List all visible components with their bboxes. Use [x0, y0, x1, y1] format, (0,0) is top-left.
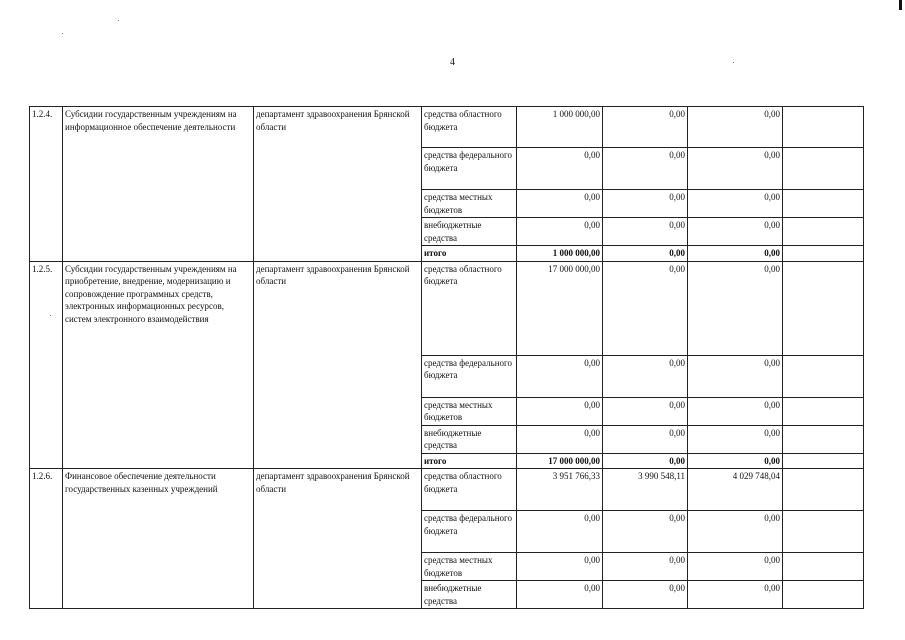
empty-cell: [783, 397, 864, 425]
amount-year3: 0,00: [688, 581, 783, 609]
amount-year3: 0,00: [688, 511, 783, 553]
amount-year1: 0,00: [517, 218, 603, 246]
source-regional: средства областного бюджета: [422, 261, 517, 355]
empty-cell: [783, 261, 864, 355]
amount-year1: 0,00: [517, 355, 603, 397]
amount-year1: 0,00: [517, 553, 603, 581]
item-code: 1.2.5.: [30, 261, 63, 469]
amount-year2: 0,00: [603, 190, 688, 218]
item-executor: департамент здравоохранения Брянской области: [254, 261, 422, 469]
total-year2: 0,00: [603, 453, 688, 469]
amount-year3: 0,00: [688, 425, 783, 453]
budget-table: [29, 106, 864, 609]
amount-year2: 0,00: [603, 148, 688, 190]
amount-year3: 0,00: [688, 107, 783, 148]
total-year1: 1 000 000,00: [517, 246, 603, 262]
item-name: Субсидии государственным учреждениям на информационное обеспечение деятельности: [63, 107, 254, 262]
amount-year3: 0,00: [688, 261, 783, 355]
table-row: [30, 107, 864, 148]
empty-cell: [783, 148, 864, 190]
item-executor: департамент здравоохранения Брянской области: [254, 107, 422, 262]
amount-year1: 17 000 000,00: [517, 261, 603, 355]
source-federal: средства федерального бюджета: [422, 355, 517, 397]
page-number: 4: [450, 57, 455, 68]
source-total: итого: [422, 453, 517, 469]
amount-year1: 0,00: [517, 425, 603, 453]
source-regional: средства областного бюджета: [422, 469, 517, 511]
source-regional: средства областного бюджета: [422, 107, 517, 148]
empty-cell: [783, 453, 864, 469]
amount-year3: 4 029 748,04: [688, 469, 783, 511]
amount-year3: 0,00: [688, 148, 783, 190]
total-year2: 0,00: [603, 246, 688, 262]
source-federal: средства федерального бюджета: [422, 511, 517, 553]
source-offbudget: внебюджетные средства: [422, 218, 517, 246]
amount-year1: 0,00: [517, 511, 603, 553]
empty-cell: [783, 553, 864, 581]
total-year1: 17 000 000,00: [517, 453, 603, 469]
amount-year1: 0,00: [517, 148, 603, 190]
amount-year2: 0,00: [603, 261, 688, 355]
table-row: [30, 469, 864, 511]
item-name: Финансовое обеспечение деятельности государственных казенных учреждений: [63, 469, 254, 609]
amount-year2: 0,00: [603, 511, 688, 553]
amount-year2: 0,00: [603, 425, 688, 453]
empty-cell: [783, 246, 864, 262]
amount-year3: 0,00: [688, 553, 783, 581]
amount-year3: 0,00: [688, 397, 783, 425]
amount-year2: 3 990 548,11: [603, 469, 688, 511]
amount-year1: 0,00: [517, 190, 603, 218]
amount-year3: 0,00: [688, 190, 783, 218]
amount-year1: 0,00: [517, 397, 603, 425]
amount-year1: 3 951 766,33: [517, 469, 603, 511]
empty-cell: [783, 581, 864, 609]
item-code: 1.2.6.: [30, 469, 63, 609]
amount-year1: 1 000 000,00: [517, 107, 603, 148]
amount-year2: 0,00: [603, 397, 688, 425]
item-name: Субсидии государственным учреждениям на приобретение, внедрение, модернизацию и сопровождение программных средств, электронных информационных ресурсов, систем электронного взаимодействия: [63, 261, 254, 469]
source-local: средства местных бюджетов: [422, 190, 517, 218]
item-code: 1.2.4.: [30, 107, 63, 262]
source-local: средства местных бюджетов: [422, 553, 517, 581]
scan-edge-mark: [899, 0, 902, 10]
total-year3: 0,00: [688, 246, 783, 262]
item-executor: департамент здравоохранения Брянской области: [254, 469, 422, 609]
source-offbudget: внебюджетные средства: [422, 425, 517, 453]
amount-year1: 0,00: [517, 581, 603, 609]
amount-year2: 0,00: [603, 218, 688, 246]
amount-year2: 0,00: [603, 553, 688, 581]
source-local: средства местных бюджетов: [422, 397, 517, 425]
empty-cell: [783, 511, 864, 553]
scan-speck: [62, 33, 63, 34]
table-row: [30, 261, 864, 355]
empty-cell: [783, 190, 864, 218]
empty-cell: [783, 355, 864, 397]
amount-year2: 0,00: [603, 581, 688, 609]
empty-cell: [783, 469, 864, 511]
source-total: итого: [422, 246, 517, 262]
empty-cell: [783, 218, 864, 246]
amount-year3: 0,00: [688, 218, 783, 246]
total-year3: 0,00: [688, 453, 783, 469]
amount-year3: 0,00: [688, 355, 783, 397]
source-federal: средства федерального бюджета: [422, 148, 517, 190]
amount-year2: 0,00: [603, 355, 688, 397]
empty-cell: [783, 425, 864, 453]
empty-cell: [783, 107, 864, 148]
source-offbudget: внебюджетные средства: [422, 581, 517, 609]
scan-speck: [118, 20, 119, 21]
amount-year2: 0,00: [603, 107, 688, 148]
